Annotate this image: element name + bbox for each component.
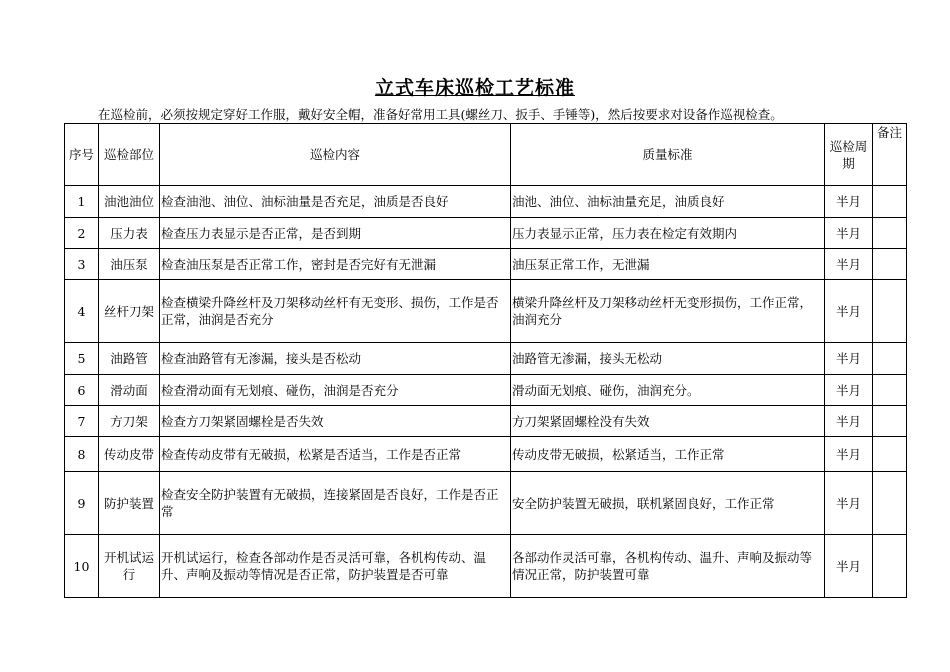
row-part: 油压泵 bbox=[99, 249, 160, 280]
row-remark bbox=[873, 375, 907, 406]
row-content: 检查安全防护装置有无破损，连接紧固是否良好，工作是否正常 bbox=[160, 472, 511, 535]
row-part: 油路管 bbox=[99, 343, 160, 375]
table-row bbox=[65, 535, 907, 598]
table-row bbox=[65, 472, 907, 535]
row-content: 检查滑动面有无划痕、碰伤，油润是否充分 bbox=[160, 375, 511, 406]
row-part: 开机试运行 bbox=[99, 535, 160, 598]
row-remark bbox=[873, 186, 907, 218]
row-part: 传动皮带 bbox=[99, 437, 160, 472]
header-no: 序号 bbox=[65, 124, 99, 186]
row-remark bbox=[873, 249, 907, 280]
row-content: 检查压力表显示是否正常，是否到期 bbox=[160, 218, 511, 249]
row-content: 检查传动皮带有无破损，松紧是否适当，工作是否正常 bbox=[160, 437, 511, 472]
row-standard: 传动皮带无破损，松紧适当，工作正常 bbox=[511, 437, 825, 472]
inspection-table bbox=[64, 123, 907, 598]
row-standard: 油池、油位、油标油量充足，油质良好 bbox=[511, 186, 825, 218]
row-standard: 油压泵正常工作，无泄漏 bbox=[511, 249, 825, 280]
header-period: 巡检周期 bbox=[825, 124, 873, 186]
row-content: 检查横梁升降丝杆及刀架移动丝杆有无变形、损伤，工作是否正常，油润是否充分 bbox=[160, 280, 511, 343]
row-remark bbox=[873, 535, 907, 598]
row-number: 1 bbox=[65, 186, 99, 218]
table-row bbox=[65, 249, 907, 280]
row-period: 半月 bbox=[825, 249, 873, 280]
row-period: 半月 bbox=[825, 472, 873, 535]
row-content: 检查油路管有无渗漏，接头是否松动 bbox=[160, 343, 511, 375]
row-number: 9 bbox=[65, 472, 99, 535]
table-row bbox=[65, 343, 907, 375]
row-content: 检查方刀架紧固螺栓是否失效 bbox=[160, 406, 511, 437]
row-standard: 压力表显示正常，压力表在检定有效期内 bbox=[511, 218, 825, 249]
row-number: 8 bbox=[65, 437, 99, 472]
row-period: 半月 bbox=[825, 280, 873, 343]
table-row bbox=[65, 375, 907, 406]
row-number: 10 bbox=[65, 535, 99, 598]
table-row bbox=[65, 218, 907, 249]
row-remark bbox=[873, 343, 907, 375]
row-number: 3 bbox=[65, 249, 99, 280]
table-row bbox=[65, 280, 907, 343]
row-remark bbox=[873, 218, 907, 249]
row-number: 6 bbox=[65, 375, 99, 406]
row-part: 滑动面 bbox=[99, 375, 160, 406]
row-remark bbox=[873, 406, 907, 437]
intro-text: 在巡检前，必须按规定穿好工作服，戴好安全帽，准备好常用工具(螺丝刀、扳手、手锤等)，然后按要求对设备作巡视检查。 bbox=[98, 107, 783, 122]
row-period: 半月 bbox=[825, 535, 873, 598]
header-remark: 备注 bbox=[873, 124, 907, 186]
row-part: 方刀架 bbox=[99, 406, 160, 437]
row-standard: 滑动面无划痕、碰伤，油润充分。 bbox=[511, 375, 825, 406]
row-number: 4 bbox=[65, 280, 99, 343]
header-part: 巡检部位 bbox=[99, 124, 160, 186]
page-title: 立式车床巡检工艺标准 bbox=[374, 77, 575, 99]
header-content: 巡检内容 bbox=[160, 124, 511, 186]
row-content: 开机试运行，检查各部动作是否灵活可靠，各机构传动、温升、声响及振动等情况是否正常，防护装置是否可靠 bbox=[160, 535, 511, 598]
row-period: 半月 bbox=[825, 186, 873, 218]
row-period: 半月 bbox=[825, 437, 873, 472]
row-number: 5 bbox=[65, 343, 99, 375]
row-standard: 油路管无渗漏，接头无松动 bbox=[511, 343, 825, 375]
table-body bbox=[65, 186, 907, 598]
row-number: 7 bbox=[65, 406, 99, 437]
row-part: 压力表 bbox=[99, 218, 160, 249]
row-period: 半月 bbox=[825, 218, 873, 249]
row-part: 丝杆刀架 bbox=[99, 280, 160, 343]
table-row bbox=[65, 186, 907, 218]
row-standard: 横梁升降丝杆及刀架移动丝杆无变形损伤，工作正常，油润充分 bbox=[511, 280, 825, 343]
row-remark bbox=[873, 437, 907, 472]
header-standard: 质量标准 bbox=[511, 124, 825, 186]
table-row bbox=[65, 437, 907, 472]
row-content: 检查油压泵是否正常工作，密封是否完好有无泄漏 bbox=[160, 249, 511, 280]
row-part: 防护装置 bbox=[99, 472, 160, 535]
row-period: 半月 bbox=[825, 375, 873, 406]
row-remark bbox=[873, 472, 907, 535]
row-number: 2 bbox=[65, 218, 99, 249]
table-row bbox=[65, 406, 907, 437]
row-part: 油池油位 bbox=[99, 186, 160, 218]
row-period: 半月 bbox=[825, 343, 873, 375]
row-period: 半月 bbox=[825, 406, 873, 437]
row-content: 检查油池、油位、油标油量是否充足，油质是否良好 bbox=[160, 186, 511, 218]
row-standard: 各部动作灵活可靠，各机构传动、温升、声响及振动等情况正常，防护装置可靠 bbox=[511, 535, 825, 598]
table-header-row bbox=[65, 124, 907, 186]
row-remark bbox=[873, 280, 907, 343]
row-standard: 方刀架紧固螺栓没有失效 bbox=[511, 406, 825, 437]
row-standard: 安全防护装置无破损，联机紧固良好，工作正常 bbox=[511, 472, 825, 535]
